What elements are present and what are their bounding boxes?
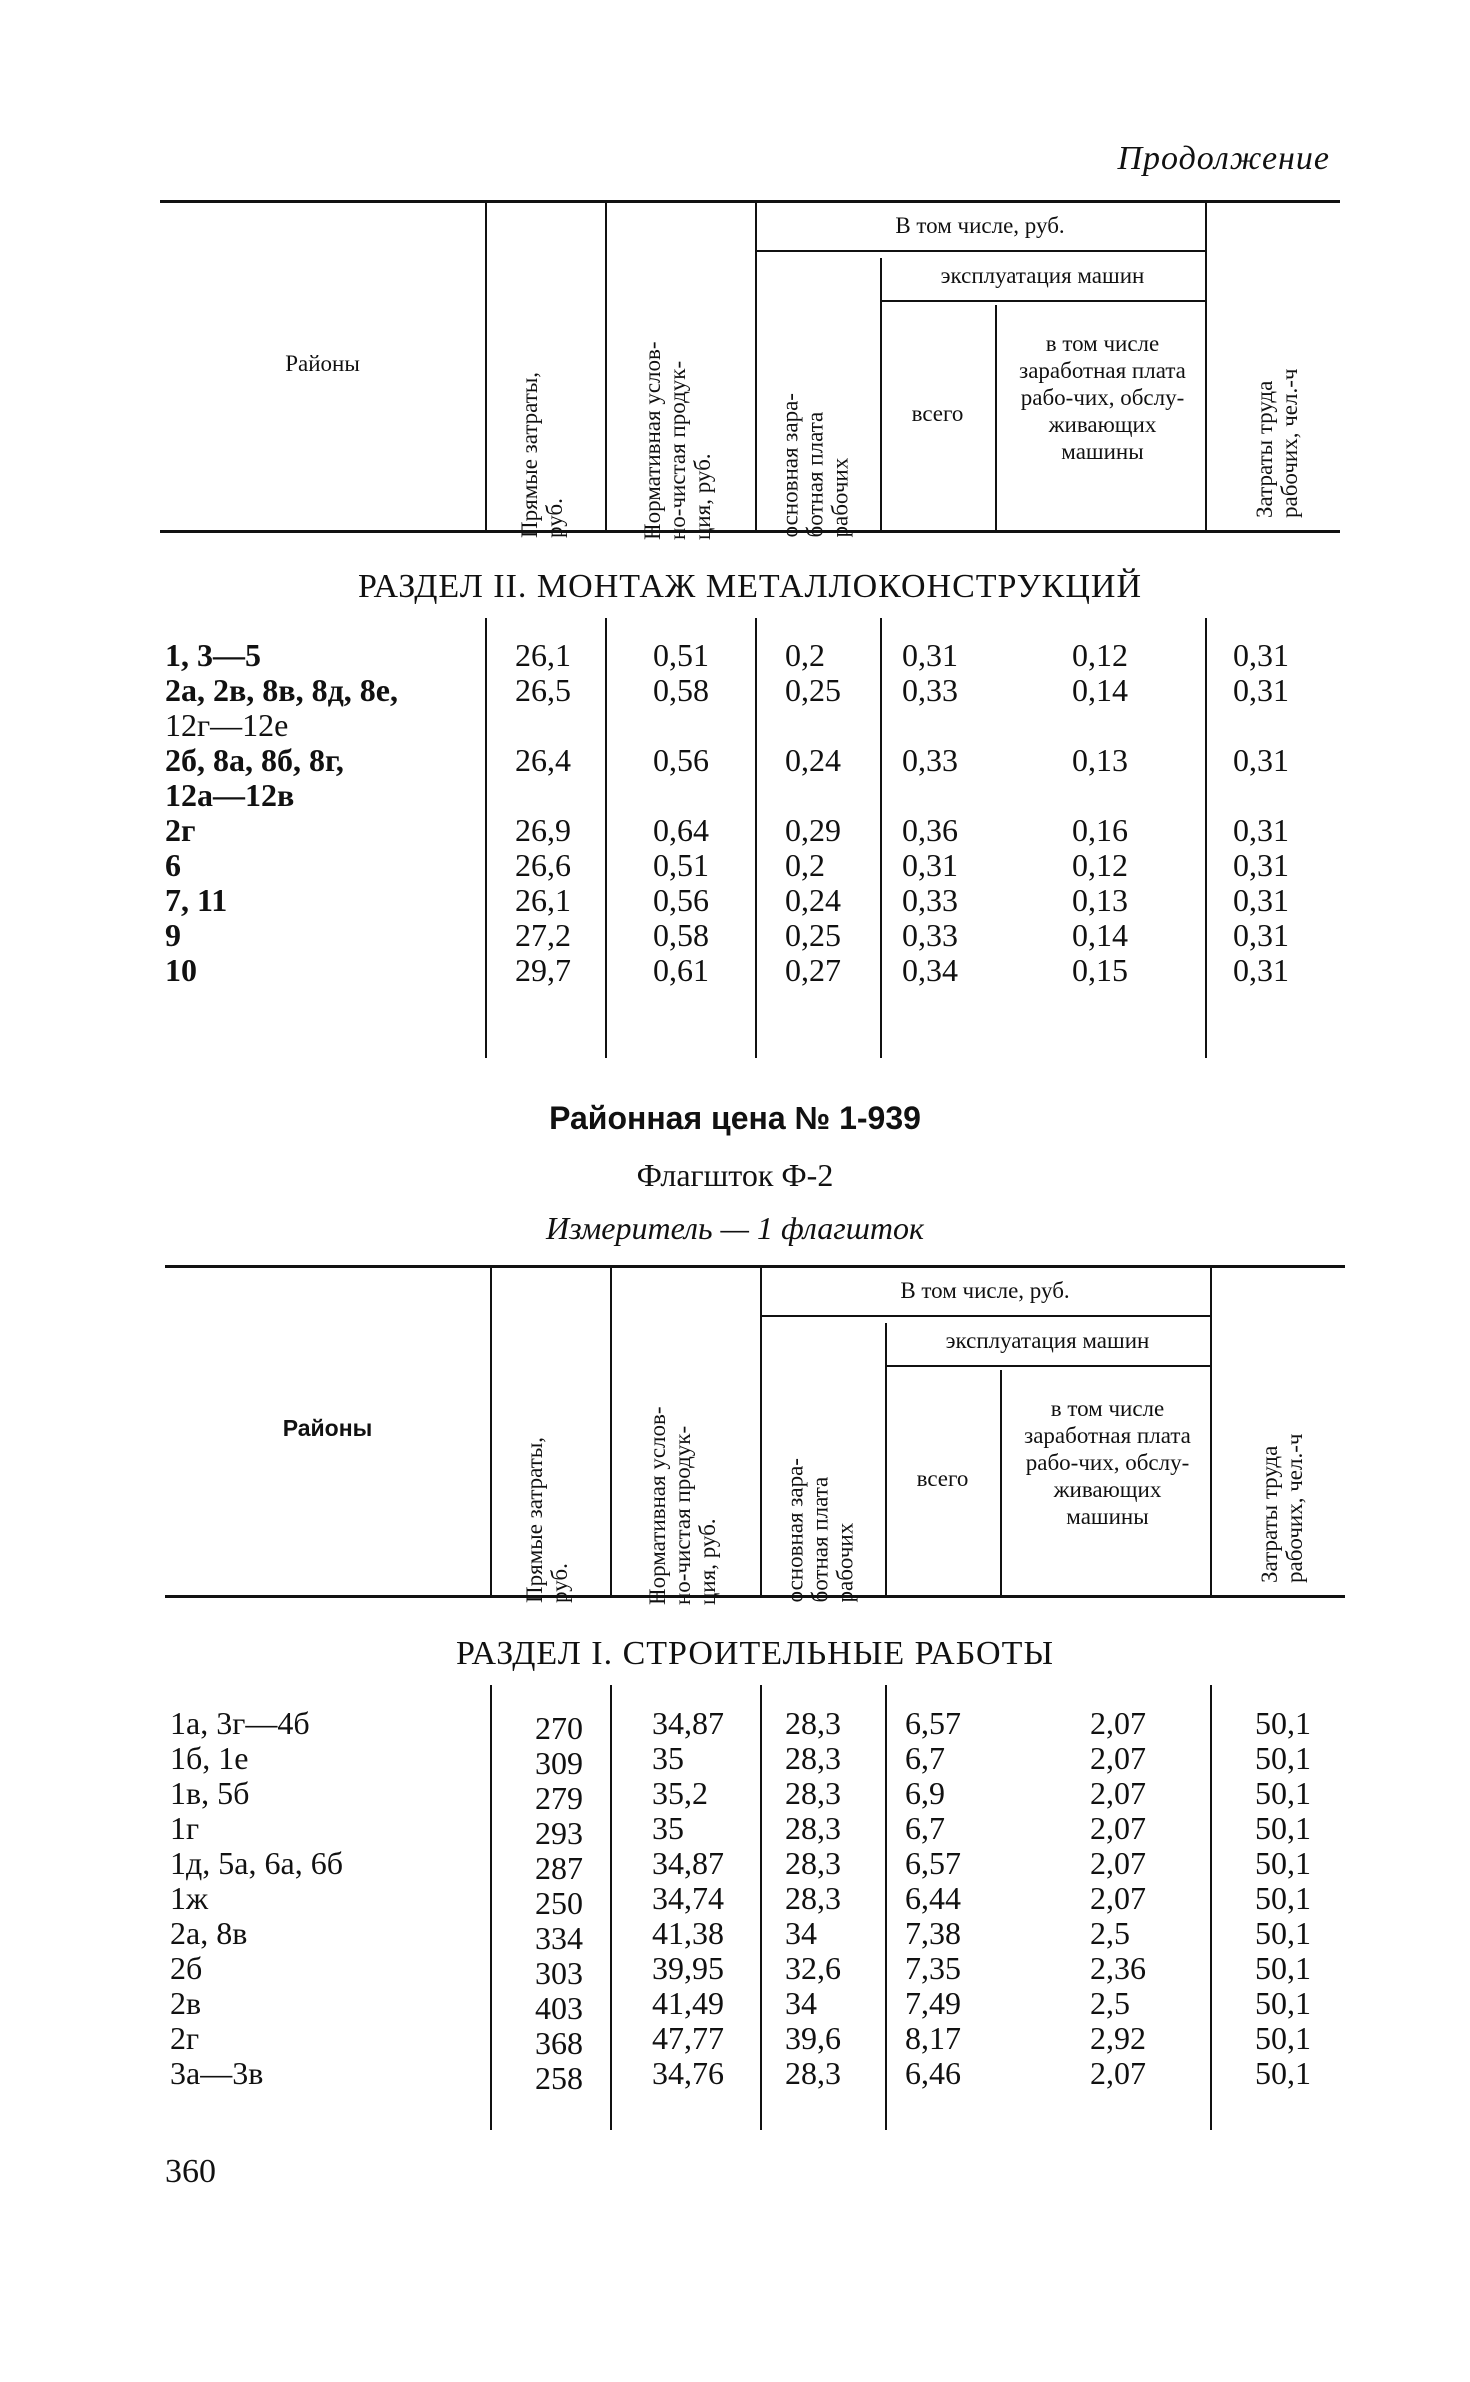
header-labor-costs-2: Затраты труда рабочих, чел.-ч bbox=[1257, 1433, 1307, 1583]
table-row: 1г 293 35 28,3 6,7 2,07 50,1 bbox=[170, 1810, 1311, 1851]
table-row: 10 29,7 0,61 0,27 0,34 0,15 0,31 bbox=[165, 952, 1289, 988]
header-base-wage-2: основная зара- ботная плата рабочих bbox=[782, 1458, 858, 1603]
table-row: 1ж 250 34,74 28,3 6,44 2,07 50,1 bbox=[170, 1880, 1311, 1921]
header-incl-wage-2: в том числе заработная плата рабо-чих, обслу-живающих машины bbox=[1024, 1396, 1191, 1529]
header-regions: Районы bbox=[285, 351, 360, 376]
table-row: 7, 11 26,1 0,56 0,24 0,33 0,13 0,31 bbox=[165, 882, 1289, 918]
table-row: 2б, 8а, 8б, 8г, 26,4 0,56 0,24 0,33 0,13 0,31 bbox=[165, 742, 1289, 778]
item-title: Флагшток Ф-2 bbox=[636, 1157, 834, 1193]
header-base-wage: основная зара- ботная плата рабочих bbox=[777, 393, 853, 538]
header-direct-costs-2: Прямые затраты, руб. bbox=[522, 1436, 572, 1603]
header-normative-product-2: Нормативная услов- но-чистая продук- ция, руб. bbox=[645, 1406, 720, 1605]
header-incl-rub: В том числе, руб. bbox=[895, 213, 1065, 238]
table-row: 2в 403 41,49 34 7,49 2,5 50,1 bbox=[170, 1985, 1311, 2026]
page-number: 360 bbox=[165, 2153, 216, 2190]
table-row: 2г 368 47,77 39,6 8,17 2,92 50,1 bbox=[170, 2020, 1311, 2061]
table-row: 1, 3—5 26,1 0,51 0,2 0,31 0,12 0,31 bbox=[165, 637, 1289, 673]
header-incl-wage: в том числе заработная плата рабо-чих, обслу-живающих машины bbox=[1019, 331, 1186, 464]
table-row: 2а, 2в, 8в, 8д, 8е, 26,5 0,58 0,25 0,33 0,14 0,31 bbox=[165, 672, 1289, 708]
header-incl-rub-2: В том числе, руб. bbox=[900, 1278, 1070, 1303]
table-row: 1б, 1е 309 35 28,3 6,7 2,07 50,1 bbox=[170, 1740, 1311, 1781]
meter-label: Измеритель — 1 флагшток bbox=[546, 1210, 924, 1246]
price-title: Районная цена № 1-939 bbox=[549, 1100, 921, 1136]
header-direct-costs: Прямые затраты, руб. bbox=[517, 371, 567, 538]
table-row: 12а—12в bbox=[165, 777, 295, 813]
header-machine-ops-2: эксплуатация машин bbox=[945, 1328, 1150, 1353]
table-row: 2б 303 39,95 32,6 7,35 2,36 50,1 bbox=[170, 1950, 1311, 1991]
header-labor-costs: Затраты труда рабочих, чел.-ч bbox=[1252, 368, 1302, 518]
header-total-2: всего bbox=[916, 1466, 969, 1491]
table-2 bbox=[165, 1265, 1345, 2135]
table-row: 1д, 5а, 6а, 6б 287 34,87 28,3 6,57 2,07 50,1 bbox=[170, 1845, 1311, 1886]
table-row: 3а—3в 258 34,76 28,3 6,46 2,07 50,1 bbox=[170, 2055, 1311, 2096]
table-1 bbox=[160, 200, 1340, 1060]
table-1-section-title: РАЗДЕЛ II. МОНТАЖ МЕТАЛЛОКОНСТРУКЦИЙ bbox=[357, 568, 1143, 605]
header-machine-ops: эксплуатация машин bbox=[940, 263, 1145, 288]
header-total: всего bbox=[911, 401, 964, 426]
header-regions-2: Районы bbox=[282, 1415, 373, 1441]
table-row: 12г—12е bbox=[165, 707, 289, 743]
table-row: 1а, 3г—4б 270 34,87 28,3 6,57 2,07 50,1 bbox=[170, 1705, 1311, 1746]
table-row: 6 26,6 0,51 0,2 0,31 0,12 0,31 bbox=[165, 847, 1289, 883]
header-normative-product: Нормативная услов- но-чистая продук- ция, руб. bbox=[640, 341, 715, 540]
table-2-section-title: РАЗДЕЛ I. СТРОИТЕЛЬНЫЕ РАБОТЫ bbox=[455, 1635, 1055, 1672]
table-row: 2г 26,9 0,64 0,29 0,36 0,16 0,31 bbox=[165, 812, 1289, 848]
table-row: 9 27,2 0,58 0,25 0,33 0,14 0,31 bbox=[165, 917, 1289, 953]
table-row: 2а, 8в 334 41,38 34 7,38 2,5 50,1 bbox=[170, 1915, 1311, 1956]
continuation-label: Продолжение bbox=[1117, 140, 1330, 177]
table-row: 1в, 5б 279 35,2 28,3 6,9 2,07 50,1 bbox=[170, 1775, 1311, 1816]
